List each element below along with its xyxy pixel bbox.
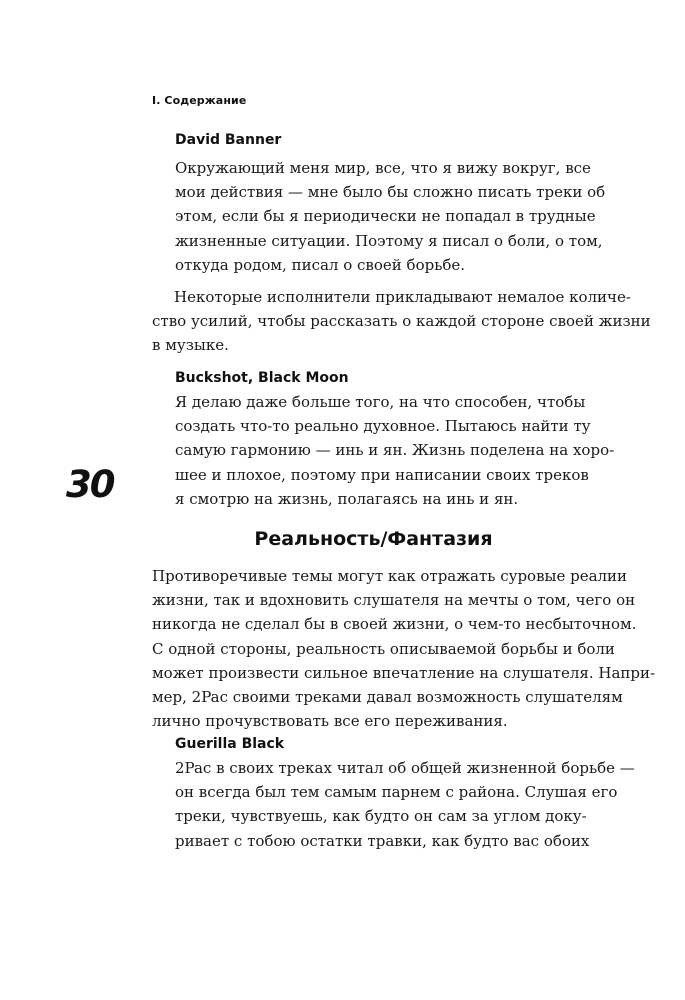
quote-text-guerilla-black xyxy=(175,756,635,853)
quote-speaker-buckshot: Buckshot, Black Moon xyxy=(175,370,349,386)
text-line: ство усилий, чтобы рассказать о каждой стороне своей жизни xyxy=(152,312,651,331)
text-line: Некоторые исполнители прикладывают немалое количе- xyxy=(174,288,631,306)
text-line: он всегда был тем самым парнем с района. Слушая его xyxy=(175,783,618,802)
text-line: жизненные ситуации. Поэтому я писал о боли, о том, xyxy=(175,231,603,250)
text-line: треки, чувствуешь, как будто он сам за углом доку- xyxy=(175,807,587,826)
text-line: лично прочувствовать все его переживания. xyxy=(152,712,508,731)
text-line: откуда родом, писал о своей борьбе. xyxy=(175,255,466,274)
text-line: С одной стороны, реальность описываемой борьбы и боли xyxy=(152,639,615,658)
text-line: этом, если бы я периодически не попадал в трудные xyxy=(175,207,596,226)
text-line: никогда не сделал бы в своей жизни, о чем-то несбыточном. xyxy=(152,615,637,634)
running-head: I. Содержание xyxy=(152,94,247,107)
quote-text-buckshot xyxy=(175,390,615,511)
text-line: шее и плохое, поэтому при написании своих треков xyxy=(175,465,589,484)
text-line: может произвести сильное впечатление на слушателя. Напри- xyxy=(152,663,656,682)
text-line: Я делаю даже больше того, на что способен, чтобы xyxy=(175,393,586,411)
quote-speaker-guerilla-black: Guerilla Black xyxy=(175,736,285,752)
text-line: создать что-то реально духовное. Пытаюсь найти ту xyxy=(175,417,591,436)
text-line: самую гармонию — инь и ян. Жизнь поделена на хоро- xyxy=(175,441,615,460)
body-paragraph xyxy=(152,564,656,733)
text-line: 2Pac в своих треках читал об общей жизненной борьбе — xyxy=(175,759,635,777)
text-line: я смотрю на жизнь, полагаясь на инь и ян. xyxy=(175,489,519,508)
page-number: 30 xyxy=(66,463,114,506)
text-line: мои действия — мне было бы сложно писать треки об xyxy=(175,183,606,202)
quote-text-david-banner xyxy=(175,156,606,277)
text-line: Противоречивые темы могут как отражать суровые реалии xyxy=(152,567,628,585)
text-line: мер, 2Pac своими треками давал возможность слушателям xyxy=(152,687,623,706)
section-heading: Реальность/Фантазия xyxy=(254,528,493,550)
text-line: жизни, так и вдохновить слушателя на мечты о том, чего он xyxy=(152,591,636,610)
text-line: ривает с тобою остатки травки, как будто вас обоих xyxy=(175,831,590,850)
text-line: в музыке. xyxy=(152,336,229,355)
body-paragraph xyxy=(152,285,651,358)
text-line: Окружающий меня мир, все, что я вижу вокруг, все xyxy=(175,159,591,177)
quote-speaker-david-banner: David Banner xyxy=(175,132,282,148)
